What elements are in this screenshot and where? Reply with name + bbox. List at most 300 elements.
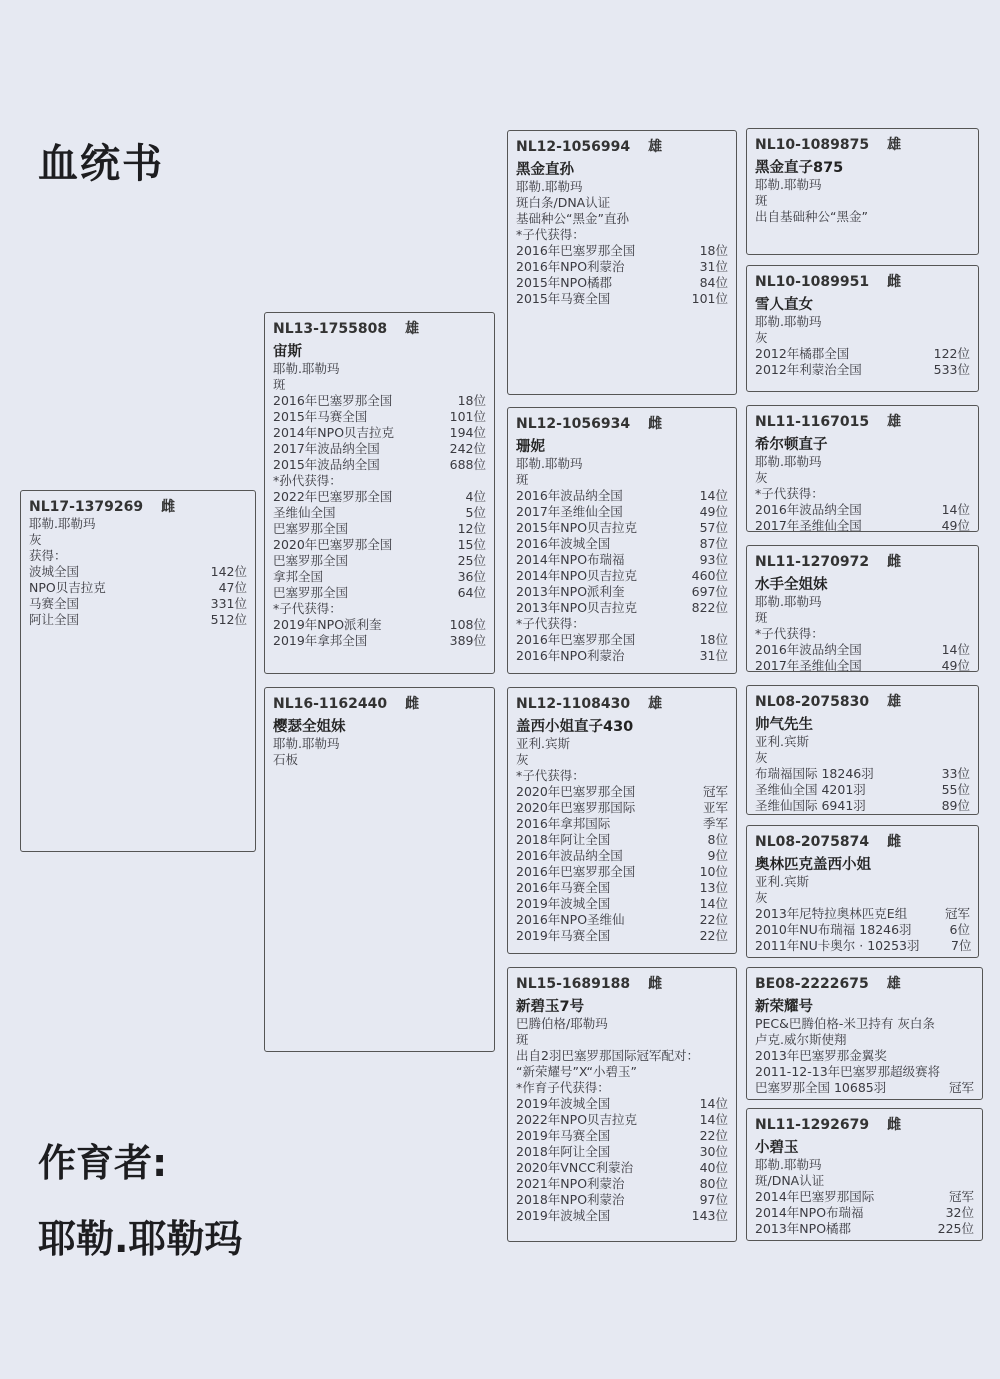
sex-label: 雌 [648, 416, 663, 432]
result-rank: 697位 [691, 584, 728, 599]
info-line: 灰 [755, 750, 768, 765]
sex-label: 雌 [887, 1117, 902, 1133]
result-rank: 49位 [699, 504, 728, 519]
info-line: 灰 [755, 890, 768, 905]
result-row [516, 291, 728, 307]
ring-number: NL17-1379269 [29, 499, 144, 515]
result-race: 2016年巴塞罗那全国 [273, 393, 393, 408]
result-race: 2016年波品纳全国 [516, 848, 623, 863]
result-row [273, 457, 486, 473]
result-rank: 47位 [218, 580, 247, 595]
page-title: 血统书 [38, 141, 164, 187]
result-rank: 194位 [449, 425, 486, 440]
result-row [755, 518, 970, 532]
result-row [29, 612, 247, 628]
info-line: 斑 [755, 193, 768, 208]
result-rank: 14位 [699, 1096, 728, 1111]
info-line: 亚利.宾斯 [755, 874, 809, 889]
result-rank: 14位 [941, 642, 970, 657]
result-row [516, 832, 728, 848]
result-rank: 22位 [699, 1128, 728, 1143]
result-row [516, 504, 728, 520]
info-line: 获得： [29, 548, 67, 563]
result-rank: 389位 [449, 633, 486, 648]
result-race: 2013年NPO贝吉拉克 [516, 600, 638, 615]
pigeon-card [264, 312, 495, 674]
result-rank [434, 601, 486, 617]
info-line: 耶勒.耶勒玛 [273, 736, 340, 751]
info-line: 斑 [755, 610, 768, 625]
result-rank: 14位 [699, 896, 728, 911]
result-row [516, 896, 728, 912]
result-row [516, 259, 728, 275]
info-line: *子代获得： [516, 227, 585, 242]
info-line: 耶勒.耶勒玛 [755, 314, 822, 329]
pigeon-card [507, 407, 737, 674]
info-line: 灰 [755, 330, 768, 345]
result-rank: 55位 [941, 782, 970, 797]
result-row [516, 1096, 728, 1112]
result-row [516, 928, 728, 944]
result-rank: 40位 [699, 1160, 728, 1175]
result-race: 2013年NPO派利奎 [516, 584, 625, 599]
result-race: 2016年波城全国 [516, 536, 611, 551]
info-line: 斑白条/DNA认证 [516, 195, 611, 210]
result-race: 2021年NPO利蒙治 [516, 1176, 625, 1191]
pigeon-name: 小碧玉 [755, 1140, 799, 1156]
sex-label: 雄 [648, 139, 663, 155]
result-race: 2019年马赛全国 [516, 928, 611, 943]
info-line: 出自2羽巴塞罗那国际冠军配对： [516, 1048, 699, 1063]
pigeon-name: 樱瑟全姐妹 [273, 719, 346, 735]
info-line: 灰 [29, 532, 42, 547]
pigeon-name: 雪人直女 [755, 297, 813, 313]
result-race: 圣维仙国际 6941羽 [755, 798, 866, 813]
pigeon-card [264, 687, 495, 1052]
result-rank: 10位 [699, 864, 728, 879]
result-race: 2016年巴塞罗那全国 [516, 632, 636, 647]
result-rank: 143位 [691, 1208, 728, 1223]
result-row [755, 766, 970, 782]
info-line: 基础种公“黑金”直孙 [516, 211, 629, 226]
result-race: *孙代获得： [273, 473, 342, 488]
ring-number-header [755, 1114, 974, 1134]
result-row [516, 864, 728, 880]
pigeon-card [20, 490, 256, 852]
result-race: 2017年圣维仙全国 [755, 518, 862, 532]
result-race: 2019年波城全国 [516, 1208, 611, 1223]
sex-label: 雌 [161, 499, 176, 515]
pigeon-card [746, 265, 979, 392]
result-rank: 84位 [699, 275, 728, 290]
result-race: *子代获得： [273, 601, 342, 616]
result-rank: 30位 [699, 1144, 728, 1159]
ring-number: NL11-1167015 [755, 414, 870, 430]
result-row [273, 393, 486, 409]
ring-number: NL11-1292679 [755, 1117, 870, 1133]
result-row [273, 409, 486, 425]
ring-number-header [755, 973, 974, 993]
result-race: 2010年NU布瑞福 18246羽 [755, 922, 912, 937]
ring-number-header [755, 831, 970, 851]
result-race: 巴塞罗那全国 10685羽 [755, 1080, 887, 1095]
result-rank: 32位 [945, 1205, 974, 1220]
result-race: 2018年阿让全国 [516, 832, 611, 847]
sex-label: 雄 [405, 321, 420, 337]
result-race: 2015年马赛全国 [273, 409, 368, 424]
result-race: 2016年巴塞罗那全国 [516, 864, 636, 879]
result-race: 2016年马赛全国 [516, 880, 611, 895]
ring-number: NL13-1755808 [273, 321, 388, 337]
result-race: 2019年马赛全国 [516, 1128, 611, 1143]
result-rank: 242位 [449, 441, 486, 456]
result-rank: 31位 [699, 259, 728, 274]
result-row [516, 488, 728, 504]
result-rank: 7位 [951, 938, 972, 953]
result-race: 2014年NPO布瑞福 [755, 1205, 864, 1220]
result-rank: 18位 [699, 632, 728, 647]
result-row [516, 1192, 728, 1208]
sex-label: 雄 [887, 137, 902, 153]
result-race: 2016年巴塞罗那全国 [516, 243, 636, 258]
result-rank: 97位 [699, 1192, 728, 1207]
result-rank: 14位 [699, 488, 728, 503]
result-rank: 533位 [933, 362, 970, 377]
ring-number-header [29, 496, 247, 516]
ring-number: NL10-1089875 [755, 137, 870, 153]
info-line: 斑 [273, 377, 286, 392]
pigeon-name: 新碧玉7号 [516, 999, 585, 1015]
result-race: 巴塞罗那全国 [273, 585, 349, 600]
result-row [516, 520, 728, 536]
sex-label: 雄 [648, 696, 663, 712]
result-rank: 15位 [457, 537, 486, 552]
result-rank: 22位 [699, 928, 728, 943]
result-rank: 122位 [933, 346, 970, 361]
pigeon-card [507, 130, 737, 395]
result-row [273, 505, 486, 521]
result-row [516, 848, 728, 864]
result-row [516, 243, 728, 259]
info-line: 耶勒.耶勒玛 [273, 361, 340, 376]
info-line: 出自基础种公“黑金” [755, 209, 868, 224]
result-race: 圣维仙全国 4201羽 [755, 782, 866, 797]
result-row [755, 1080, 974, 1096]
result-race: 2020年VNCC利蒙治 [516, 1160, 634, 1175]
result-rank: 101位 [691, 291, 728, 306]
ring-number: BE08-2222675 [755, 976, 869, 992]
result-race: 2012年利蒙治全国 [755, 362, 862, 377]
info-line: 2013年巴塞罗那金翼奖 [755, 1048, 887, 1063]
result-row [273, 617, 486, 633]
result-race: 2016年NPO圣维仙 [516, 912, 625, 927]
result-row [29, 596, 247, 612]
pigeon-card [507, 967, 737, 1242]
ring-number-header [516, 693, 728, 713]
info-line: 石板 [273, 752, 299, 767]
result-race: 布瑞福国际 18246羽 [755, 766, 874, 781]
result-race: 2016年波品纳全国 [755, 642, 862, 657]
ring-number: NL12-1056994 [516, 139, 631, 155]
result-race: 2015年NPO贝吉拉克 [516, 520, 638, 535]
result-rank: 5位 [465, 505, 486, 520]
result-row [516, 584, 728, 600]
result-row [516, 632, 728, 648]
result-rank: 18位 [457, 393, 486, 408]
result-race: 马赛全国 [29, 596, 80, 611]
result-row [29, 564, 247, 580]
pigeon-name: 黑金直孙 [516, 162, 574, 178]
result-row [273, 585, 486, 601]
result-row [755, 1205, 974, 1221]
result-row [516, 1112, 728, 1128]
result-row [755, 658, 970, 672]
result-race: 2018年阿让全国 [516, 1144, 611, 1159]
result-row [273, 633, 486, 649]
ring-number-header [273, 693, 486, 713]
result-row [516, 1144, 728, 1160]
ring-number-header [516, 413, 728, 433]
result-rank: 49位 [941, 518, 970, 532]
result-rank: 14位 [941, 502, 970, 517]
result-row [273, 473, 486, 489]
result-row [755, 1221, 974, 1237]
result-race: 2016年波品纳全国 [516, 488, 623, 503]
result-race: 阿让全国 [29, 612, 80, 627]
pigeon-name: 帅气先生 [755, 717, 813, 733]
pigeon-name: 新荣耀号 [755, 999, 813, 1015]
result-rank: 36位 [457, 569, 486, 584]
result-race: 圣维仙全国 [273, 505, 336, 520]
result-race: 巴塞罗那全国 [273, 553, 349, 568]
result-rank: 12位 [457, 521, 486, 536]
result-race: 2014年NPO贝吉拉克 [273, 425, 395, 440]
result-race: 波城全国 [29, 564, 80, 579]
breeder-name: 耶勒.耶勒玛 [38, 1217, 243, 1261]
result-race: 2017年圣维仙全国 [755, 658, 862, 672]
ring-number: NL11-1270972 [755, 554, 870, 570]
result-rank: 64位 [457, 585, 486, 600]
result-row [516, 616, 728, 632]
info-line: 卢克.威尔斯使翔 [755, 1032, 847, 1047]
result-row [516, 912, 728, 928]
info-line: 耶勒.耶勒玛 [29, 516, 96, 531]
result-rank: 33位 [941, 766, 970, 781]
result-race: 2014年NPO贝吉拉克 [516, 568, 638, 583]
info-line: 耶勒.耶勒玛 [755, 454, 822, 469]
result-row [755, 362, 970, 378]
result-row [755, 642, 970, 658]
ring-number: NL08-2075830 [755, 694, 870, 710]
result-rank: 101位 [449, 409, 486, 424]
ring-number-header [755, 411, 970, 431]
result-race: 2020年巴塞罗那全国 [273, 537, 393, 552]
result-row [273, 601, 486, 617]
info-line: 巴腾伯格/耶勒玛 [516, 1016, 608, 1031]
result-race: 2016年波品纳全国 [755, 502, 862, 517]
info-line: *子代获得： [516, 768, 585, 783]
pigeon-name: 盖西小姐直子430 [516, 719, 634, 735]
result-row [273, 537, 486, 553]
sex-label: 雄 [886, 976, 901, 992]
result-rank: 822位 [691, 600, 728, 615]
pigeon-card [746, 825, 979, 958]
result-row [516, 800, 728, 816]
result-row [516, 648, 728, 664]
result-rank: 80位 [699, 1176, 728, 1191]
result-row [516, 1128, 728, 1144]
info-line: 亚利.宾斯 [755, 734, 809, 749]
result-rank: 冠军 [702, 784, 728, 799]
sex-label: 雌 [405, 696, 420, 712]
result-race: 2013年NPO橘郡 [755, 1221, 852, 1236]
info-line: “新荣耀号”X“小碧玉” [516, 1064, 637, 1079]
ring-number: NL12-1108430 [516, 696, 631, 712]
info-line: PEC&巴腾伯格-米卫持有 灰白条 [755, 1016, 935, 1031]
ring-number: NL08-2075874 [755, 834, 870, 850]
ring-number: NL15-1689188 [516, 976, 631, 992]
result-row [516, 880, 728, 896]
result-race: NPO贝吉拉克 [29, 580, 106, 595]
info-line: 2011-12-13年巴塞罗那超级赛将 [755, 1064, 941, 1079]
pigeon-name: 希尔顿直子 [755, 437, 828, 453]
result-rank: 49位 [941, 658, 970, 672]
result-rank: 331位 [210, 596, 247, 611]
result-row [516, 568, 728, 584]
result-rank: 688位 [449, 457, 486, 472]
info-line: 耶勒.耶勒玛 [755, 177, 822, 192]
ring-number-header [516, 973, 728, 993]
ring-number-header [273, 318, 486, 338]
result-rank: 57位 [699, 520, 728, 535]
result-rank: 460位 [691, 568, 728, 583]
sex-label: 雄 [887, 414, 902, 430]
ring-number: NL10-1089951 [755, 274, 870, 290]
result-row [755, 782, 970, 798]
info-line: *子代获得： [755, 486, 824, 501]
result-row [755, 798, 970, 814]
result-rank: 季军 [702, 816, 728, 831]
pigeon-card [746, 128, 979, 255]
result-rank: 89位 [941, 798, 970, 813]
result-rank: 亚军 [702, 800, 728, 815]
result-race: 2022年NPO贝吉拉克 [516, 1112, 638, 1127]
ring-number: NL16-1162440 [273, 696, 388, 712]
info-line: 灰 [516, 752, 529, 767]
pigeon-card [746, 685, 979, 815]
result-row [516, 1208, 728, 1224]
result-race: 2015年波品纳全国 [273, 457, 380, 472]
result-rank [434, 473, 486, 489]
result-race: 2012年橘郡全国 [755, 346, 850, 361]
result-row [516, 536, 728, 552]
ring-number-header [755, 551, 970, 571]
result-race: 2016年NPO利蒙治 [516, 648, 625, 663]
result-row [273, 425, 486, 441]
pigeon-name: 水手全姐妹 [755, 577, 828, 593]
result-race: 2019年NPO派利奎 [273, 617, 382, 632]
result-rank: 31位 [699, 648, 728, 663]
pigeon-card [507, 687, 737, 954]
pigeon-name: 宙斯 [273, 344, 302, 360]
pigeon-card [746, 545, 979, 672]
result-row [29, 580, 247, 596]
pigeon-name: 黑金直子875 [755, 160, 844, 176]
result-race: 拿邦全国 [273, 569, 324, 584]
result-row [516, 552, 728, 568]
result-rank: 25位 [457, 553, 486, 568]
result-race: 2016年NPO利蒙治 [516, 259, 625, 274]
info-line: *作育子代获得： [516, 1080, 610, 1095]
result-race: 2014年巴塞罗那国际 [755, 1189, 875, 1204]
result-rank [676, 616, 728, 632]
info-line: 斑 [516, 1032, 529, 1047]
pigeon-card [746, 1108, 983, 1241]
result-row [516, 600, 728, 616]
info-line: 耶勒.耶勒玛 [516, 456, 583, 471]
result-race: 2020年巴塞罗那国际 [516, 800, 636, 815]
result-row [273, 521, 486, 537]
result-race: 2017年圣维仙全国 [516, 504, 623, 519]
info-line: 耶勒.耶勒玛 [516, 179, 583, 194]
result-rank: 冠军 [944, 906, 970, 921]
sex-label: 雄 [887, 694, 902, 710]
result-rank: 22位 [699, 912, 728, 927]
result-row [516, 784, 728, 800]
result-rank: 142位 [210, 564, 247, 579]
result-race: 2018年NPO利蒙治 [516, 1192, 625, 1207]
result-race: 2019年拿邦全国 [273, 633, 368, 648]
ring-number-header [755, 271, 970, 291]
sex-label: 雌 [887, 274, 902, 290]
result-row [755, 938, 970, 954]
info-line: 斑/DNA认证 [755, 1173, 825, 1188]
ring-number: NL12-1056934 [516, 416, 631, 432]
result-race: 2013年尼特拉奥林匹克E组 [755, 906, 908, 921]
pigeon-name: 珊妮 [516, 439, 545, 455]
info-line: 斑 [516, 472, 529, 487]
result-race: 2022年巴塞罗那全国 [273, 489, 393, 504]
result-race: 巴塞罗那全国 [273, 521, 349, 536]
result-rank: 512位 [210, 612, 247, 627]
info-line: *子代获得： [755, 626, 824, 641]
result-race: 2014年NPO布瑞福 [516, 552, 625, 567]
info-line: 耶勒.耶勒玛 [755, 594, 822, 609]
result-rank: 93位 [699, 552, 728, 567]
result-rank: 108位 [449, 617, 486, 632]
result-race: 2019年波城全国 [516, 1096, 611, 1111]
result-row [755, 922, 970, 938]
result-rank: 18位 [699, 243, 728, 258]
result-rank: 9位 [707, 848, 728, 863]
result-row [516, 1160, 728, 1176]
result-row [755, 502, 970, 518]
info-line: 耶勒.耶勒玛 [755, 1157, 822, 1172]
result-row [755, 1189, 974, 1205]
result-rank: 4位 [465, 489, 486, 504]
breeder-label: 作育者: [38, 1141, 168, 1185]
sex-label: 雌 [887, 834, 902, 850]
pigeon-card [746, 967, 983, 1100]
result-race: 2015年NPO橘郡 [516, 275, 613, 290]
result-race: 2015年马赛全国 [516, 291, 611, 306]
result-row [755, 906, 970, 922]
sex-label: 雌 [648, 976, 663, 992]
result-race: 2016年拿邦国际 [516, 816, 611, 831]
result-rank: 冠军 [948, 1080, 974, 1095]
result-row [516, 275, 728, 291]
result-rank: 8位 [707, 832, 728, 847]
